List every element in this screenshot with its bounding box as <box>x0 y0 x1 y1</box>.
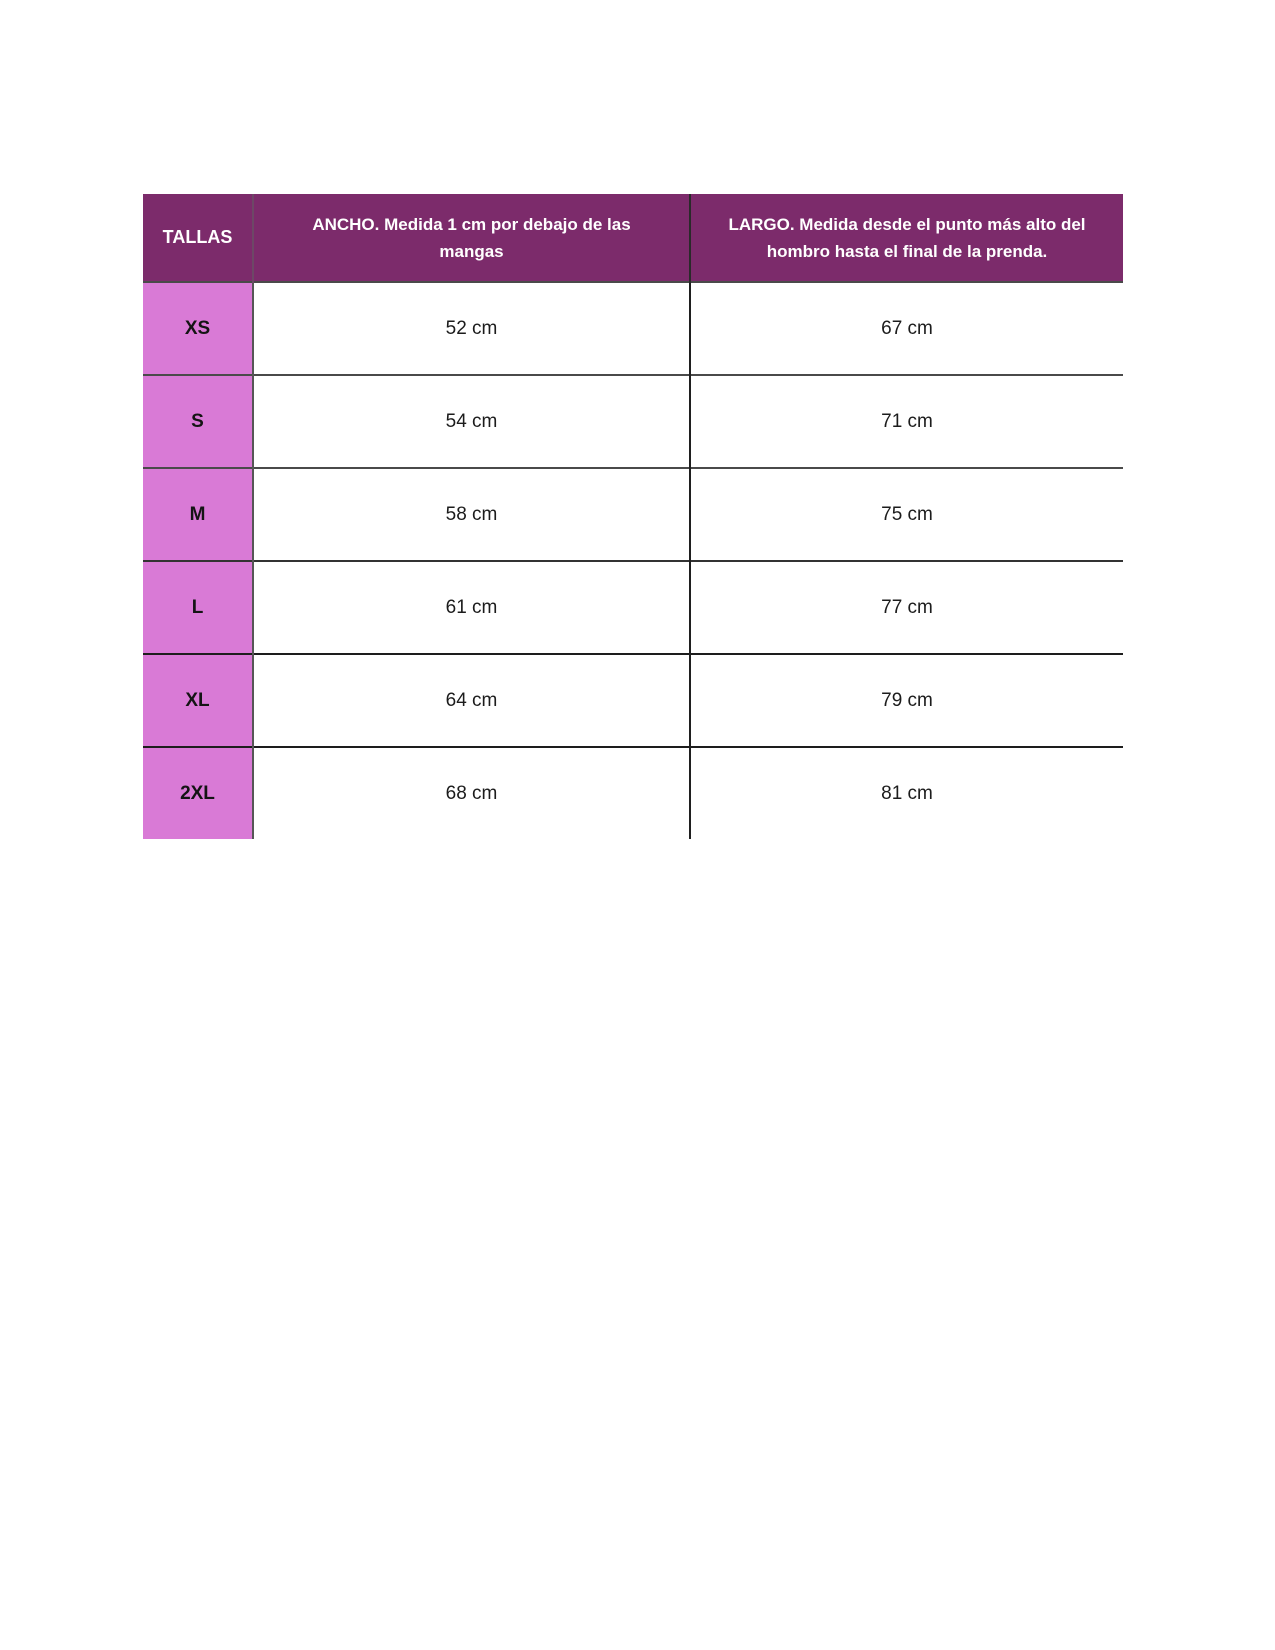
header-ancho: ANCHO. Medida 1 cm por debajo de las mangas <box>253 194 690 282</box>
size-chart-table <box>143 194 1123 839</box>
size-label: M <box>143 468 253 561</box>
length-value: 75 cm <box>690 468 1123 561</box>
table-row <box>143 561 1123 654</box>
size-label: S <box>143 375 253 468</box>
table-header-row <box>143 194 1123 282</box>
length-value: 79 cm <box>690 654 1123 747</box>
size-label: L <box>143 561 253 654</box>
size-label: XS <box>143 282 253 375</box>
column-divider-tail <box>689 809 691 819</box>
table-row <box>143 375 1123 468</box>
width-value: 68 cm <box>253 747 690 839</box>
size-label: 2XL <box>143 747 253 839</box>
length-value: 71 cm <box>690 375 1123 468</box>
header-tallas: TALLAS <box>143 194 253 282</box>
width-value: 64 cm <box>253 654 690 747</box>
width-value: 54 cm <box>253 375 690 468</box>
table-row <box>143 468 1123 561</box>
width-value: 58 cm <box>253 468 690 561</box>
width-value: 52 cm <box>253 282 690 375</box>
table-row <box>143 747 1123 839</box>
length-value: 67 cm <box>690 282 1123 375</box>
length-value: 81 cm <box>690 747 1123 839</box>
width-value: 61 cm <box>253 561 690 654</box>
table-row <box>143 654 1123 747</box>
size-label: XL <box>143 654 253 747</box>
header-largo: LARGO. Medida desde el punto más alto del hombro hasta el final de la prenda. <box>690 194 1123 282</box>
table-row <box>143 282 1123 375</box>
length-value: 77 cm <box>690 561 1123 654</box>
